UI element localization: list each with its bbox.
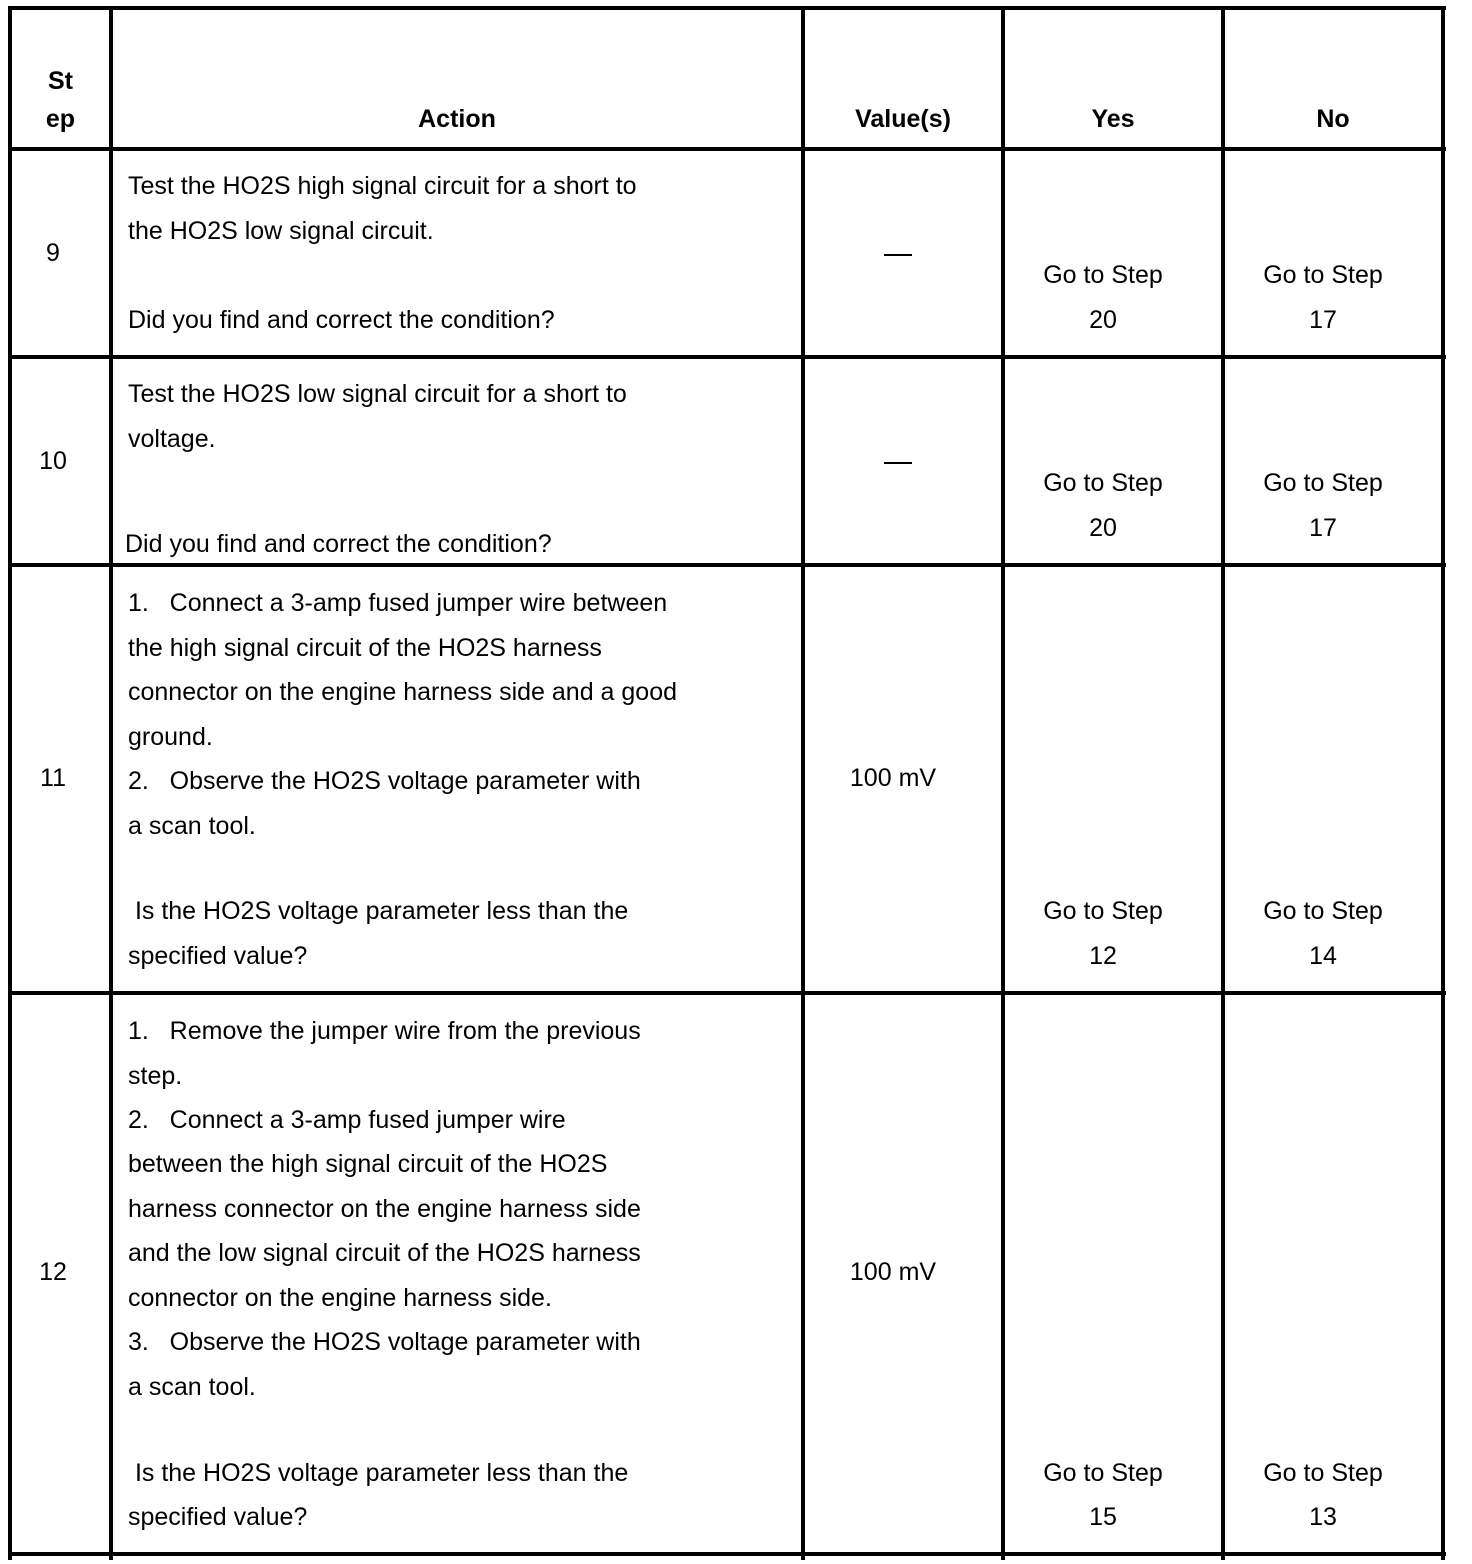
action-text: step. [128, 1062, 183, 1090]
action-text: Test the HO2S low signal circuit for a short to [128, 380, 627, 408]
column-divider [109, 6, 113, 1560]
yes-goto: Go to Step [1043, 1459, 1163, 1487]
action-text: connector on the engine harness side and a good [128, 678, 678, 706]
action-text: 1. Connect a 3-amp fused jumper wire between [128, 589, 668, 617]
table-border-bottom [8, 1552, 1446, 1556]
action-text: Test the HO2S high signal circuit for a short to [128, 172, 637, 200]
action-question: Is the HO2S voltage parameter less than the [128, 1459, 629, 1487]
column-divider [1001, 6, 1005, 1560]
value-text: 100 mV [849, 1258, 937, 1286]
action-text: connector on the engine harness side. [128, 1284, 552, 1312]
action-text: voltage. [128, 425, 216, 453]
action-text: 2. Observe the HO2S voltage parameter with [128, 767, 641, 795]
yes-step: 20 [1089, 514, 1117, 542]
no-goto: Go to Step [1263, 897, 1383, 925]
value-text: 100 mV [849, 764, 937, 792]
header-step-line1: St [48, 67, 73, 95]
step-number: 11 [40, 764, 66, 792]
no-step: 13 [1309, 1503, 1337, 1531]
column-divider [1221, 6, 1225, 1560]
step-number: 12 [39, 1258, 67, 1286]
action-text: 1. Remove the jumper wire from the previous [128, 1017, 641, 1045]
action-text: the HO2S low signal circuit. [128, 217, 434, 245]
action-text: a scan tool. [128, 1373, 256, 1401]
action-text: and the low signal circuit of the HO2S harness [128, 1239, 641, 1267]
action-text: a scan tool. [128, 812, 256, 840]
yes-goto: Go to Step [1043, 897, 1163, 925]
step-number: 9 [46, 239, 60, 267]
header-step-line2: ep [45, 105, 76, 133]
yes-goto: Go to Step [1043, 261, 1163, 289]
value-dash [884, 462, 912, 464]
action-question: specified value? [128, 942, 308, 970]
no-step: 14 [1309, 942, 1337, 970]
action-text: between the high signal circuit of the HO2S [128, 1150, 608, 1178]
table-border-right [1441, 6, 1445, 1560]
action-question: Did you find and correct the condition? [125, 530, 552, 558]
yes-step: 12 [1089, 942, 1117, 970]
header-step [12, 62, 109, 138]
row-divider [8, 355, 1446, 359]
no-goto: Go to Step [1263, 261, 1383, 289]
action-text: the high signal circuit of the HO2S harness [128, 634, 602, 662]
action-question: specified value? [128, 1503, 308, 1531]
no-step: 17 [1309, 306, 1337, 334]
step-number: 10 [39, 447, 67, 475]
header-divider [8, 147, 1446, 151]
no-step: 17 [1309, 514, 1337, 542]
action-text: 3. Observe the HO2S voltage parameter with [128, 1328, 641, 1356]
no-goto: Go to Step [1263, 469, 1383, 497]
yes-goto: Go to Step [1043, 469, 1163, 497]
action-text: harness connector on the engine harness side [128, 1195, 641, 1223]
value-dash [884, 254, 912, 256]
action-text: ground. [128, 723, 213, 751]
row-divider [8, 991, 1446, 995]
action-text: 2. Connect a 3-amp fused jumper wire [128, 1106, 566, 1134]
header-yes: Yes [1091, 105, 1135, 133]
no-goto: Go to Step [1263, 1459, 1383, 1487]
header-no: No [1316, 105, 1350, 133]
action-question: Is the HO2S voltage parameter less than the [128, 897, 629, 925]
action-question: Did you find and correct the condition? [128, 306, 555, 334]
yes-step: 20 [1089, 306, 1117, 334]
yes-step: 15 [1089, 1503, 1117, 1531]
header-values: Value(s) [855, 105, 951, 133]
header-action: Action [418, 105, 496, 133]
table-border-top [8, 6, 1446, 10]
